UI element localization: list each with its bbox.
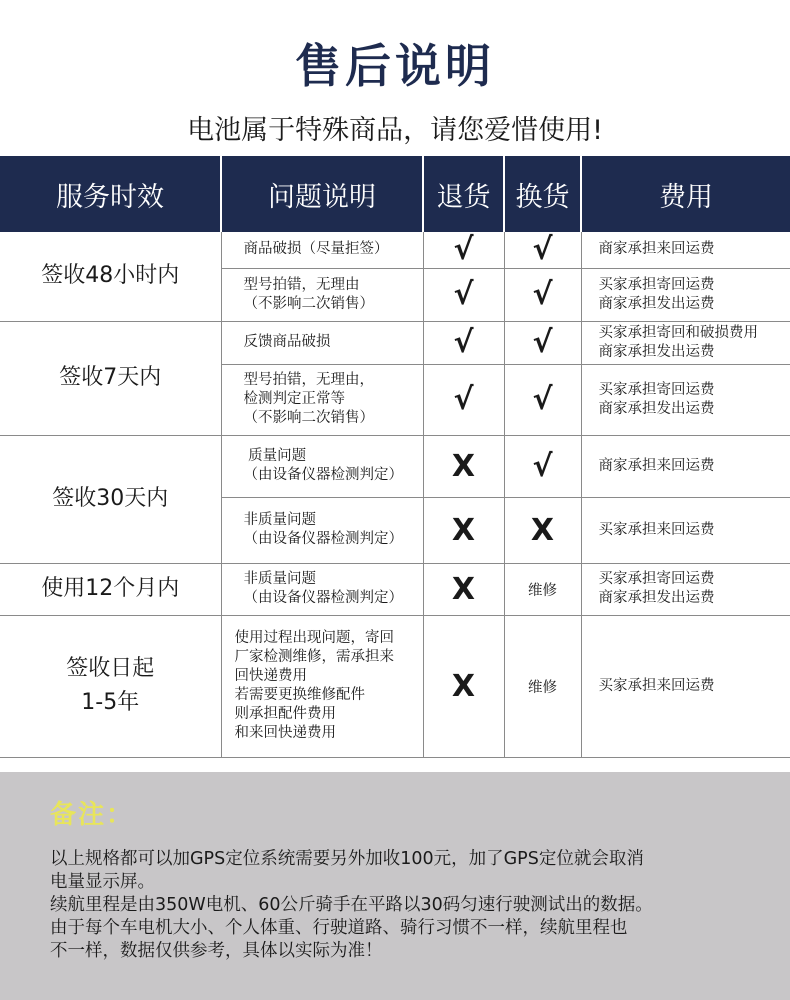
header-return: 退货 <box>423 156 504 232</box>
exchange-cell <box>504 615 581 757</box>
fee-text: 买家承担来回运费 <box>598 521 715 538</box>
check-icon: √ <box>532 382 553 417</box>
service-period-text: 使用12个月内 <box>41 576 180 601</box>
issue-description-text: （不影响二次销售） <box>243 410 374 426</box>
return-cell <box>423 497 504 563</box>
table-row <box>0 232 790 268</box>
exchange-cell <box>504 364 581 435</box>
issue-description-text: （由设备仪器检测判定） <box>243 531 403 547</box>
return-cell <box>423 563 504 615</box>
return-cell <box>423 268 504 321</box>
issue-description-text: 型号拍错，无理由 <box>243 276 360 293</box>
fee-text: 商家承担来回运费 <box>598 457 715 474</box>
check-icon: √ <box>532 448 553 484</box>
header-description: 问题说明 <box>221 156 423 232</box>
issue-description-text: 厂家检测维修，需承担来 <box>234 649 394 665</box>
service-period-text: 签收7天内 <box>59 365 162 390</box>
check-icon: √ <box>453 232 474 268</box>
cross-icon: X <box>451 448 476 484</box>
fee-text: 商家承担来回运费 <box>598 241 715 258</box>
issue-description-text: 型号拍错，无理由， <box>243 372 374 388</box>
issue-description-text: 若需要更换维修配件 <box>234 687 365 703</box>
issue-description-text: 非质量问题 <box>243 571 316 587</box>
fee-text: 买家承担寄回运费 <box>598 276 715 293</box>
exchange-cell <box>504 268 581 321</box>
exchange-cell <box>504 497 581 563</box>
issue-description-cell <box>221 497 423 563</box>
return-cell <box>423 435 504 497</box>
page-subtitle: 电池属于特殊商品，请您爱惜使用! <box>187 115 603 146</box>
fee-cell <box>581 268 790 321</box>
issue-description-text: 反馈商品破损 <box>243 334 331 350</box>
issue-description-text: 使用过程出现问题，寄回 <box>234 630 394 646</box>
exchange-cell <box>504 321 581 364</box>
service-period-cell <box>0 435 221 563</box>
return-cell <box>423 321 504 364</box>
notes-heading: 备注： <box>50 800 135 830</box>
fee-cell <box>581 615 790 757</box>
issue-description-text: （由设备仪器检测判定） <box>243 590 403 606</box>
issue-description-text: （不影响二次销售） <box>243 295 374 312</box>
return-cell <box>423 364 504 435</box>
header-exchange: 换货 <box>504 156 581 232</box>
issue-description-cell <box>221 232 423 268</box>
cross-icon: X <box>451 571 476 607</box>
page-title: 售后说明 <box>295 39 495 93</box>
issue-description-cell <box>221 268 423 321</box>
fee-text: 买家承担寄回运费 <box>598 381 715 398</box>
issue-description-cell <box>221 563 423 615</box>
fee-cell <box>581 232 790 268</box>
issue-description-text: 则承担配件费用 <box>234 706 336 722</box>
fee-text: 商家承担发出运费 <box>598 590 715 606</box>
repair-text: 维修 <box>528 679 557 696</box>
issue-description-text: 回快递费用 <box>234 668 307 684</box>
fee-cell <box>581 321 790 364</box>
fee-text: 买家承担来回运费 <box>598 677 715 694</box>
issue-description-text: 质量问题 <box>243 448 307 464</box>
cross-icon: X <box>451 512 476 548</box>
exchange-cell <box>504 232 581 268</box>
issue-description-text: （由设备仪器检测判定） <box>243 467 403 483</box>
check-icon: √ <box>532 232 553 268</box>
fee-cell <box>581 563 790 615</box>
repair-text: 维修 <box>528 582 557 599</box>
cross-icon: X <box>451 668 476 704</box>
notes-line: 续航里程是由350W电机、60公斤骑手在平路以30码匀速行驶测试出的数据。 <box>50 895 653 915</box>
fee-text: 买家承担寄回运费 <box>598 571 715 587</box>
issue-description-text: 和来回快递费用 <box>234 725 336 741</box>
check-icon: √ <box>453 277 474 312</box>
header-period: 服务时效 <box>0 156 221 232</box>
notes-line: 由于每个车电机大小、个人体重、行驶道路、骑行习惯不一样，续航里程也 <box>50 918 628 938</box>
return-cell <box>423 615 504 757</box>
notes-body <box>50 848 740 963</box>
cross-icon: X <box>530 512 555 548</box>
issue-description-text: 商品破损（尽量拒签） <box>243 241 389 258</box>
issue-description-cell <box>221 435 423 497</box>
table-header-row <box>0 156 790 232</box>
issue-description-cell <box>221 364 423 435</box>
check-icon: √ <box>453 382 474 417</box>
notes-line: 不一样，数据仅供参考，具体以实际为准！ <box>50 941 383 961</box>
fee-text: 商家承担发出运费 <box>598 400 715 417</box>
notes-line: 以上规格都可以加GPS定位系统需要另外加收100元，加了GPS定位就会取消 <box>50 849 644 869</box>
check-icon: √ <box>532 277 553 312</box>
after-sales-table <box>0 156 790 758</box>
return-cell <box>423 232 504 268</box>
service-period-cell <box>0 563 221 615</box>
service-period-text: 1-5年 <box>81 690 140 715</box>
table-row <box>0 615 790 757</box>
service-period-cell <box>0 232 221 321</box>
service-period-text: 签收48小时内 <box>41 263 180 289</box>
service-period-cell <box>0 615 221 757</box>
fee-cell <box>581 435 790 497</box>
notes-line: 电量显示屏。 <box>50 872 155 892</box>
fee-cell <box>581 364 790 435</box>
issue-description-text: 非质量问题 <box>243 512 316 528</box>
service-period-text: 签收30天内 <box>52 486 169 511</box>
table-row <box>0 435 790 497</box>
issue-description-cell <box>221 615 423 757</box>
fee-text: 商家承担发出运费 <box>598 295 715 312</box>
check-icon: √ <box>532 325 553 360</box>
fee-text: 商家承担发出运费 <box>598 343 715 360</box>
issue-description-cell <box>221 321 423 364</box>
exchange-cell <box>504 563 581 615</box>
fee-text: 买家承担寄回和破损费用 <box>598 324 758 341</box>
exchange-cell <box>504 435 581 497</box>
header-fee: 费用 <box>581 156 790 232</box>
notes-section <box>0 772 790 1000</box>
fee-cell <box>581 497 790 563</box>
issue-description-text: 检测判定正常等 <box>243 391 345 407</box>
service-period-cell <box>0 321 221 435</box>
service-period-text: 签收日起 <box>66 656 155 681</box>
table-row <box>0 563 790 615</box>
table-row <box>0 321 790 364</box>
check-icon: √ <box>453 325 474 360</box>
